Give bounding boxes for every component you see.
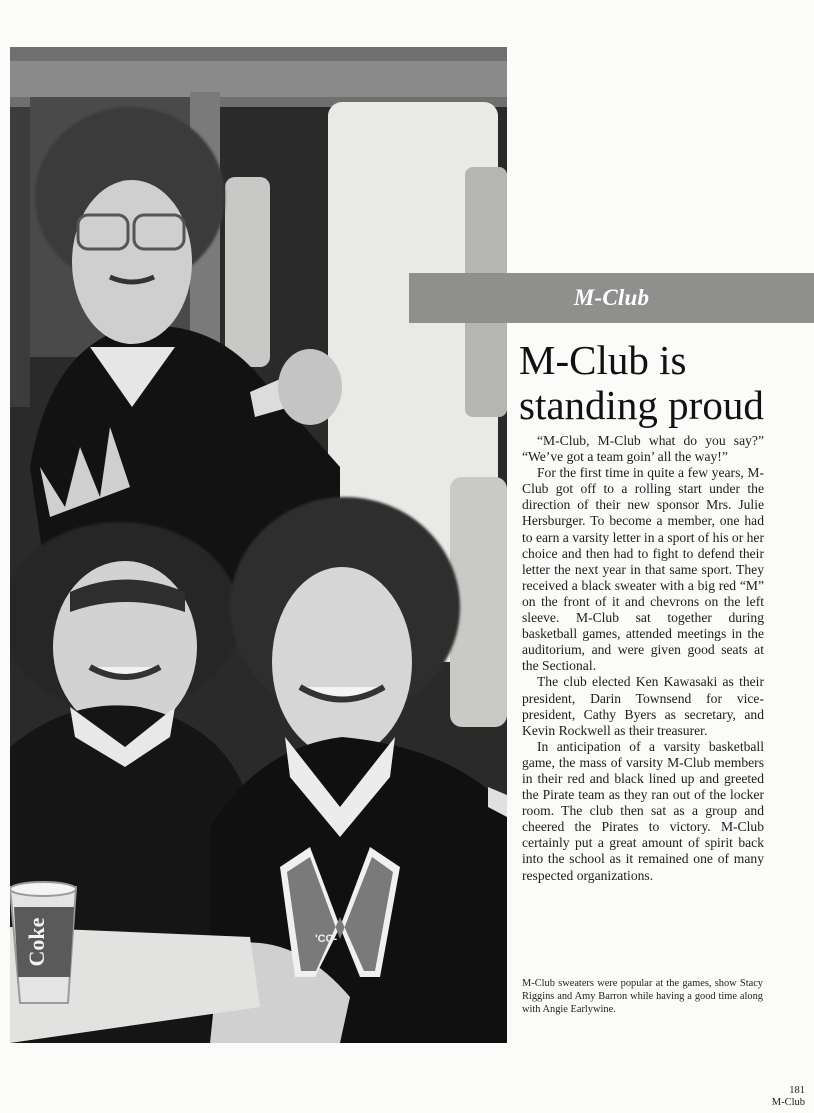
- article-headline: M-Club is standing proud: [519, 337, 764, 428]
- page-footer: [772, 1085, 805, 1109]
- article-paragraph: For the first time in quite a few years, M-Club got off to a rolling start under the direction of their new sponsor Mrs. Julie Hersburger. To become a member, one had to earn a varsity letter in a sport of his or her choice and then had to fight to defend their letter the next year in that same sport. They received a black sweater with a big red “M” on the front of it and chevrons on the left sleeve. M-Club sat together during basketball games, attended meetings in the auditorium, and were given good seats at the Sectional.: [522, 465, 764, 674]
- page-number: 181: [789, 1085, 805, 1096]
- coke-cup: [10, 882, 76, 1003]
- article-body: [522, 433, 764, 884]
- photo-caption: M-Club sweaters were popular at the games, show Stacy Riggins and Amy Barron while having a good time along with Angie Earlywine.: [522, 978, 763, 1015]
- group-photo: [10, 47, 507, 1043]
- section-banner: [409, 273, 814, 323]
- svg-text:Coke: Coke: [24, 917, 49, 967]
- article-paragraph: “M-Club, M-Club what do you say?” “We’ve got a team goin’ all the way!”: [522, 433, 764, 465]
- svg-text:'CC-: 'CC-: [315, 933, 338, 945]
- footer-section-name: M-Club: [771, 1097, 805, 1108]
- article-paragraph: The club elected Ken Kawasaki as their president, Darin Townsend for vice-president, Cathy Byers as secretary, and Kevin Rockwell as their treasurer.: [522, 674, 764, 738]
- section-banner-label: M-Club: [573, 285, 650, 310]
- article-paragraph: In anticipation of a varsity basketball game, the mass of varsity M-Club members in their red and black lined up and greeted the Pirate team as they ran out of the locker room. The club then sat as a group and cheered the Pirates to victory. M-Club certainly put a great amount of spirit back into the school as it remained one of many respected organizations.: [522, 738, 764, 883]
